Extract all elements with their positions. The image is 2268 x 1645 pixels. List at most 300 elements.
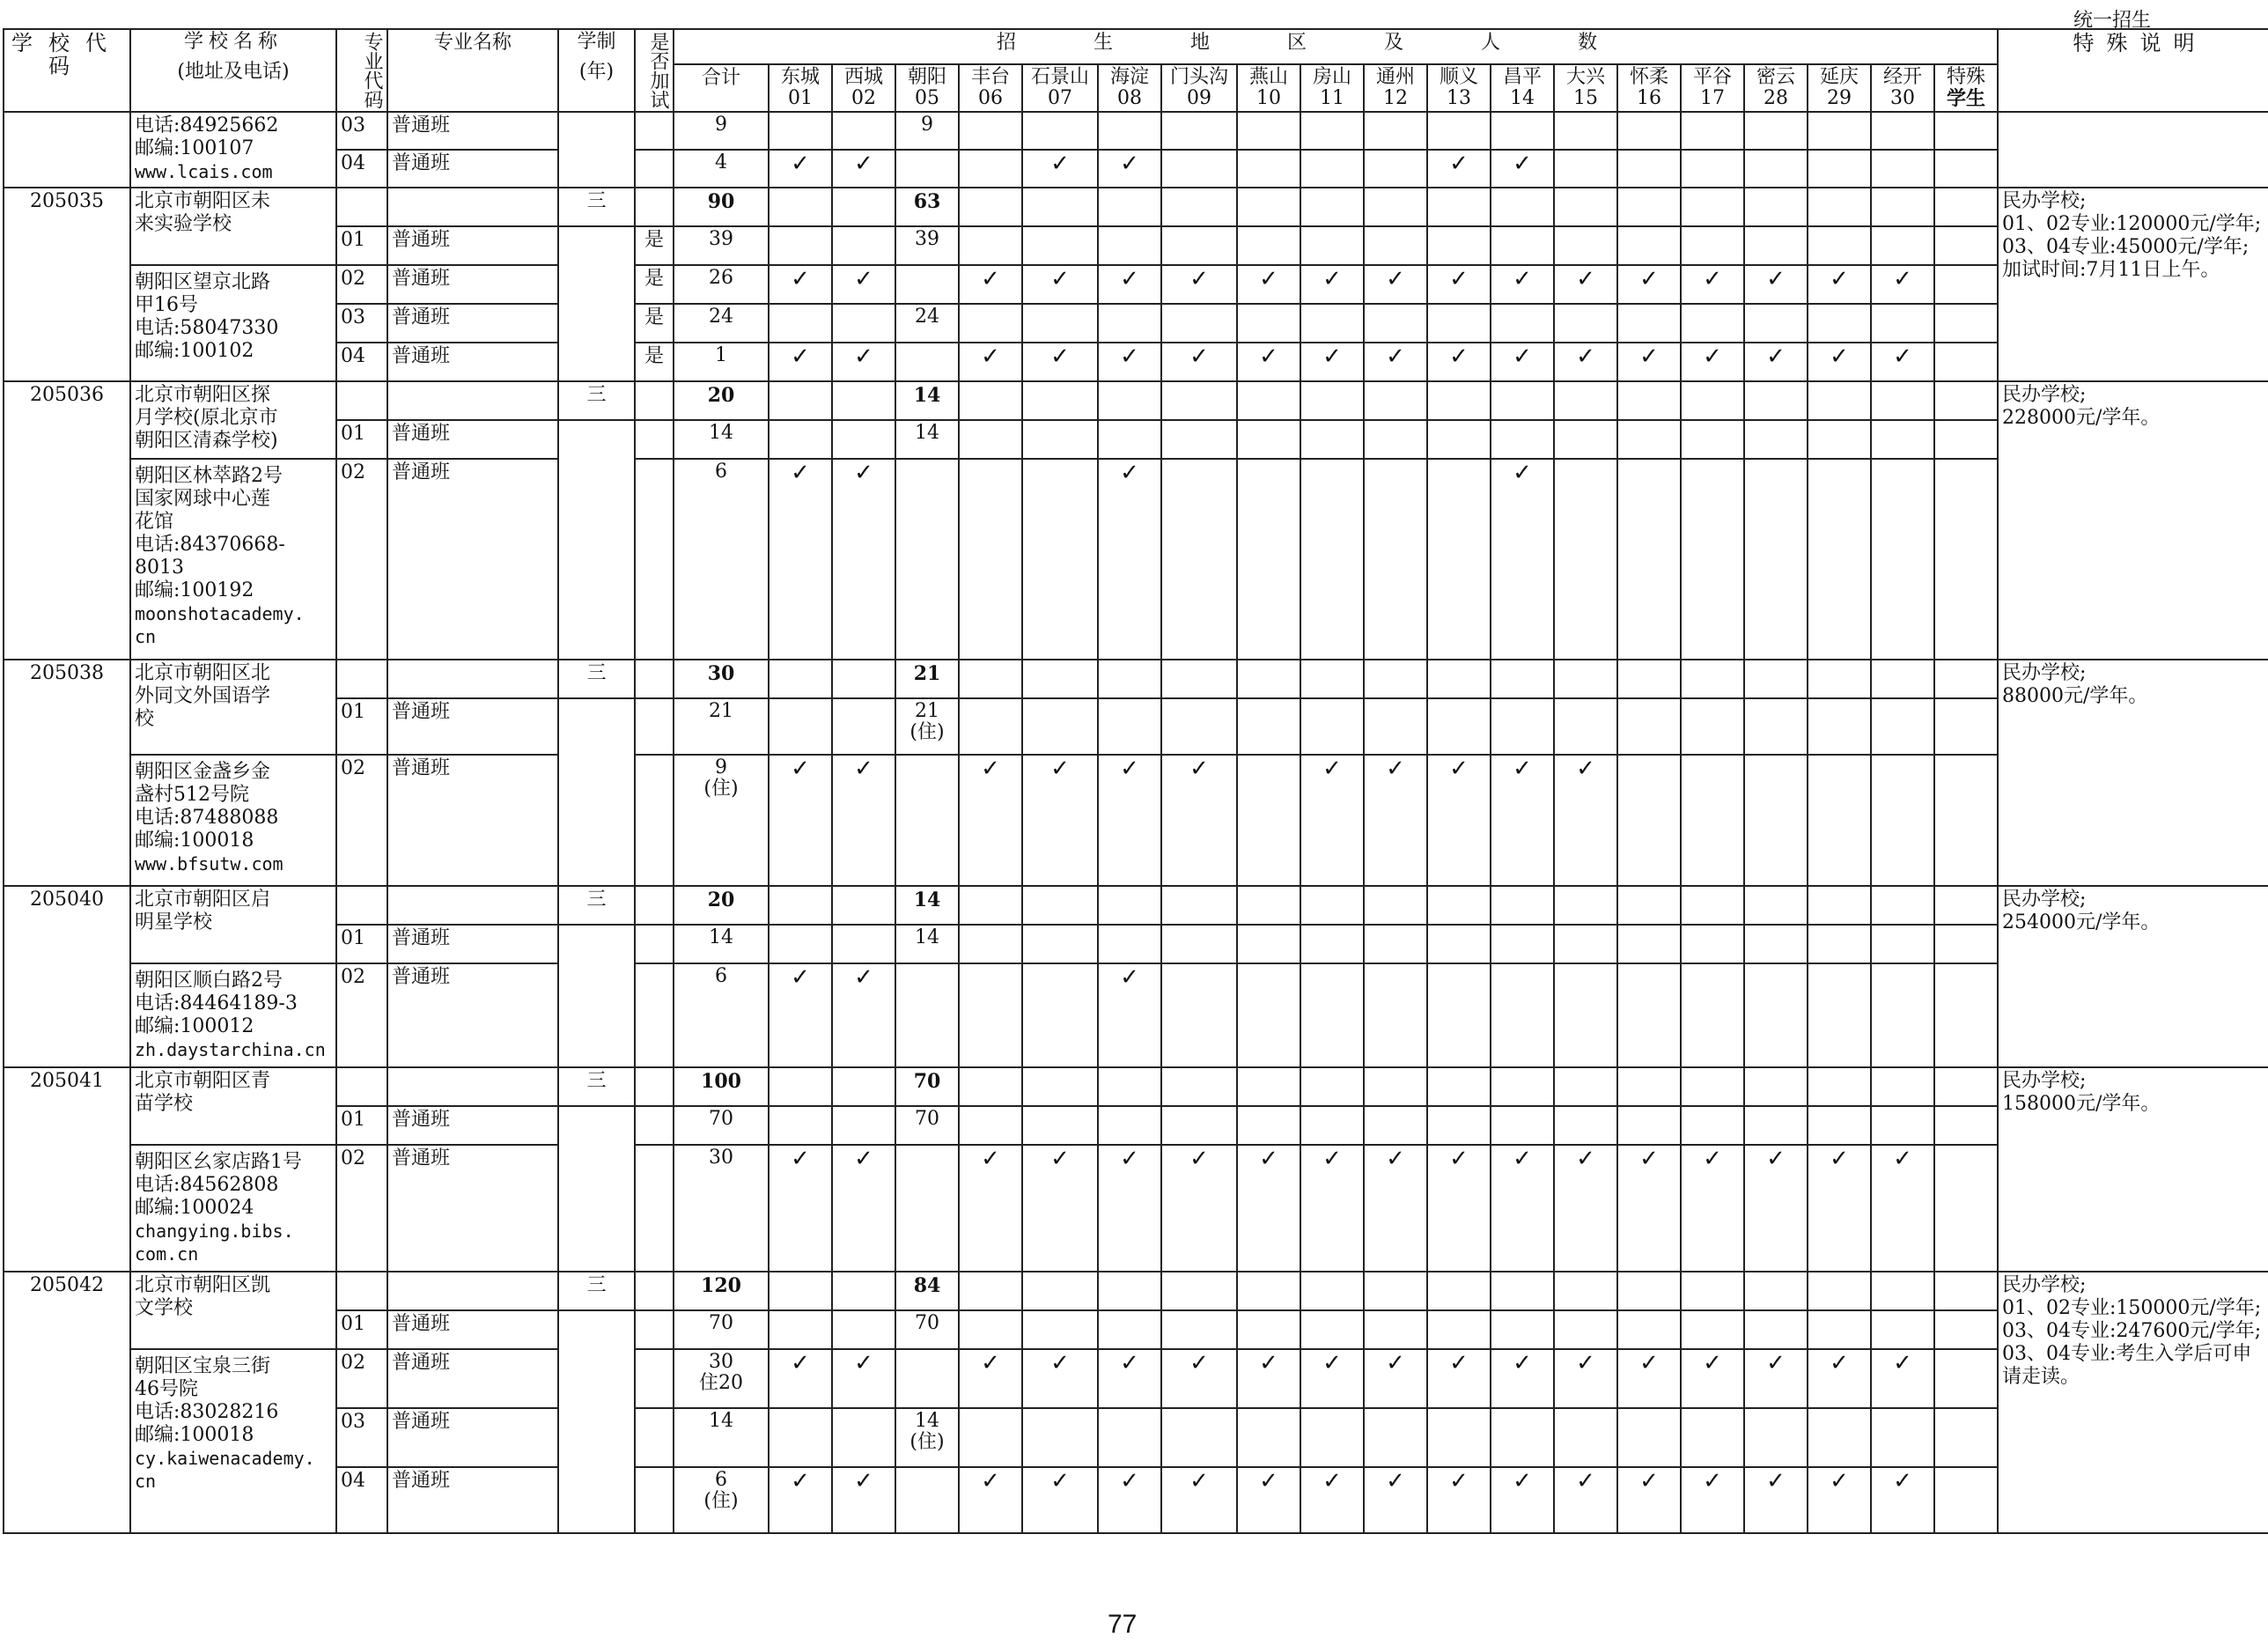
- header-years-sub: (年): [578, 61, 615, 83]
- region-check: [832, 1145, 895, 1272]
- region-cell: [1364, 886, 1427, 925]
- region-cell: [1161, 112, 1237, 150]
- region-check: [832, 755, 895, 886]
- region-cell: [1237, 1106, 1300, 1145]
- chaoyang-count-value: 70: [915, 1312, 939, 1334]
- major-name: 普通班: [387, 150, 558, 188]
- major-code: 02: [336, 1145, 387, 1272]
- region-cell: [1491, 112, 1554, 150]
- check-icon: ✓: [1120, 964, 1139, 991]
- region-code: 29: [1827, 87, 1852, 109]
- check-icon: ✓: [1050, 756, 1070, 782]
- region-cell: [1427, 1408, 1491, 1467]
- chaoyang-count-value: 39: [915, 228, 939, 250]
- major-extra-exam: [635, 1145, 674, 1272]
- check-icon: ✓: [1120, 756, 1139, 782]
- header-region-08: [1098, 64, 1161, 112]
- check-icon: ✓: [1449, 151, 1469, 177]
- special-note-line: 民办学校;: [2002, 1070, 2087, 1092]
- school-address-line: 邮编:100102: [135, 340, 254, 362]
- region-cell: [832, 1408, 895, 1467]
- region-cell: [1681, 1408, 1744, 1467]
- region-check: [1300, 1349, 1364, 1408]
- region-check: [959, 755, 1022, 886]
- region-check: [1808, 1467, 1871, 1533]
- region-check: [1681, 265, 1744, 304]
- major-row: [4, 1467, 2268, 1533]
- region-cell: [959, 963, 1022, 1067]
- check-icon: ✓: [1703, 343, 1722, 370]
- region-cell: [1554, 1067, 1617, 1106]
- region-cell: [1022, 459, 1098, 660]
- region-cell: [1300, 1272, 1364, 1310]
- region-cell: [769, 1310, 832, 1349]
- region-cell: [1161, 1067, 1237, 1106]
- region-cell: [1871, 1067, 1934, 1106]
- region-cell: [769, 112, 832, 150]
- region-cell: [1161, 1272, 1237, 1310]
- check-icon: ✓: [1120, 343, 1139, 370]
- region-check: [1871, 1467, 1934, 1533]
- region-check: [1871, 343, 1934, 381]
- region-check: [1161, 755, 1237, 886]
- special-note-line: 请走读。: [2002, 1366, 2080, 1388]
- region-check: [1022, 1349, 1098, 1408]
- region-cell: [1237, 925, 1300, 963]
- region-cell: [832, 188, 895, 226]
- region-name: 东城: [780, 66, 820, 88]
- region-check: [1617, 1349, 1681, 1408]
- check-icon: ✓: [1189, 1468, 1209, 1494]
- region-cell: [1237, 1310, 1300, 1349]
- region-cell: [1934, 963, 1998, 1067]
- school-address-line: 邮编:100192: [135, 579, 254, 601]
- region-check: [1744, 1145, 1808, 1272]
- region-cell: [1934, 1467, 1998, 1533]
- header-school-name-label: 学校名称: [183, 31, 283, 53]
- region-check: [1161, 343, 1237, 381]
- region-cell: [1617, 925, 1681, 963]
- header-years-label: 学制: [577, 31, 616, 53]
- check-icon: ✓: [981, 266, 1000, 292]
- check-icon: ✓: [1259, 1146, 1278, 1172]
- region-cell: [1161, 459, 1237, 660]
- region-cell: [1554, 660, 1617, 698]
- major-total-value: 21: [709, 700, 733, 722]
- major-total-sub: (住): [703, 1490, 739, 1512]
- major-total: [674, 420, 769, 459]
- region-cell: [1744, 112, 1808, 150]
- check-icon: ✓: [1322, 756, 1342, 782]
- region-cell: [1427, 886, 1491, 925]
- region-cell: [959, 381, 1022, 420]
- region-check: [1427, 265, 1491, 304]
- special-note-line: 民办学校;: [2002, 662, 2087, 684]
- major-extra-exam: 是: [635, 226, 674, 265]
- major-row: [4, 226, 2268, 265]
- region-cell: [1364, 1408, 1427, 1467]
- admissions-table: [3, 28, 2268, 1534]
- region-cell: [1098, 925, 1161, 963]
- region-cell: [769, 1067, 832, 1106]
- major-total: [674, 1310, 769, 1349]
- years-blank: [558, 226, 635, 381]
- region-cell: [1808, 1310, 1871, 1349]
- region-cell: [1808, 459, 1871, 660]
- summary-major-code: [336, 886, 387, 925]
- region-cell: [1808, 1106, 1871, 1145]
- school-address-line: cn: [135, 626, 157, 647]
- school-address-line: 邮编:100018: [135, 830, 254, 852]
- check-icon: ✓: [791, 151, 810, 177]
- major-total: [674, 963, 769, 1067]
- school-address-line: www.lcais.com: [135, 161, 273, 182]
- region-cell: [1491, 1067, 1554, 1106]
- major-total-value: 9: [715, 114, 727, 136]
- summary-extra: [635, 886, 674, 925]
- check-icon: ✓: [1189, 1146, 1209, 1172]
- major-name: 普通班: [387, 226, 558, 265]
- region-cell: [832, 381, 895, 420]
- region-name: 海淀: [1109, 66, 1149, 88]
- region-check: [1364, 755, 1427, 886]
- major-total: [674, 1408, 769, 1467]
- major-total: [674, 112, 769, 150]
- special-notes: [1998, 381, 2268, 660]
- region-cell: [1871, 226, 1934, 265]
- check-icon: ✓: [1050, 1468, 1070, 1494]
- region-check: [1681, 1349, 1744, 1408]
- major-total-sub: 住20: [699, 1372, 743, 1394]
- major-code: 04: [336, 343, 387, 381]
- region-check: [1300, 1145, 1364, 1272]
- school-years: [558, 112, 635, 188]
- region-cell: [1871, 304, 1934, 343]
- region-check: [1617, 343, 1681, 381]
- region-check: [1491, 1349, 1554, 1408]
- chaoyang-count: [895, 343, 959, 381]
- region-cell: [1300, 925, 1364, 963]
- region-cell: [1161, 925, 1237, 963]
- major-name: 普通班: [387, 963, 558, 1067]
- special-note-line: 民办学校;: [2002, 1274, 2087, 1296]
- school-name-line: 北京市朝阳区探: [135, 384, 271, 406]
- region-check: [1098, 1145, 1161, 1272]
- region-cell: [1022, 381, 1098, 420]
- school-summary-row: [4, 886, 2268, 925]
- header-region-14: [1491, 64, 1554, 112]
- region-cell: [1427, 1310, 1491, 1349]
- special-note-line: 03、04专业:考生入学后可申: [2002, 1343, 2252, 1365]
- region-code: 13: [1447, 87, 1471, 109]
- major-row: [4, 459, 2268, 660]
- region-check: [1491, 1145, 1554, 1272]
- header-row-1: [4, 29, 2268, 64]
- region-cell: [1491, 304, 1554, 343]
- region-check: [1491, 1467, 1554, 1533]
- region-cell: [1364, 304, 1427, 343]
- region-cell: [1808, 963, 1871, 1067]
- region-cell: [769, 188, 832, 226]
- region-check: [1871, 1145, 1934, 1272]
- region-cell: [769, 660, 832, 698]
- school-address-line: cn: [135, 1471, 157, 1492]
- region-cell: [1744, 660, 1808, 698]
- school-chaoyang-total: 21: [895, 660, 959, 698]
- region-cell: [1871, 188, 1934, 226]
- check-icon: ✓: [1893, 1146, 1912, 1172]
- region-cell: [1161, 304, 1237, 343]
- header-total: 合计: [674, 64, 769, 112]
- region-cell: [1871, 112, 1934, 150]
- check-icon: ✓: [1703, 1350, 1722, 1376]
- region-cell: [1871, 755, 1934, 886]
- region-cell: [1808, 150, 1871, 188]
- check-icon: ✓: [1576, 343, 1595, 370]
- check-icon: ✓: [1830, 343, 1849, 370]
- region-cell: [1364, 188, 1427, 226]
- region-cell: [1871, 1310, 1934, 1349]
- check-icon: ✓: [854, 1468, 873, 1494]
- region-check: [1237, 343, 1300, 381]
- check-icon: ✓: [1386, 1146, 1405, 1172]
- region-cell: [1237, 698, 1300, 755]
- region-cell: [1934, 304, 1998, 343]
- region-cell: [1617, 1272, 1681, 1310]
- major-row: [4, 1145, 2268, 1272]
- region-cell: [1427, 1106, 1491, 1145]
- region-cell: [1364, 660, 1427, 698]
- school-address-line: com.cn: [135, 1243, 199, 1265]
- chaoyang-count-value: 14: [915, 422, 939, 444]
- header-region-01: [769, 64, 832, 112]
- region-cell: [1098, 381, 1161, 420]
- region-check: [1300, 343, 1364, 381]
- check-icon: ✓: [854, 266, 873, 292]
- region-name: 朝阳: [907, 66, 946, 88]
- region-check: [959, 343, 1022, 381]
- region-cell: [1681, 1310, 1744, 1349]
- check-icon: ✓: [1893, 266, 1912, 292]
- check-icon: ✓: [1893, 343, 1912, 370]
- region-code: 06: [978, 87, 1003, 109]
- region-cell: [1871, 660, 1934, 698]
- region-check: [1300, 265, 1364, 304]
- header-years: [558, 29, 635, 112]
- region-check: [1871, 1349, 1934, 1408]
- school-name: [130, 1272, 336, 1349]
- major-total-value: 14: [709, 1410, 733, 1432]
- region-cell: [1934, 1349, 1998, 1408]
- special-notes: [1998, 660, 2268, 886]
- check-icon: ✓: [1703, 266, 1722, 292]
- school-address-line: 甲16号: [135, 294, 198, 316]
- region-cell: [1744, 1106, 1808, 1145]
- region-cell: [1681, 660, 1744, 698]
- years-blank: [558, 698, 635, 886]
- region-cell: [1744, 188, 1808, 226]
- summary-major-code: [336, 188, 387, 226]
- region-cell: [1554, 1272, 1617, 1310]
- school-name: [130, 381, 336, 459]
- region-code: 09: [1187, 87, 1211, 109]
- region-cell: [1237, 188, 1300, 226]
- region-cell: [1161, 963, 1237, 1067]
- region-cell: [769, 420, 832, 459]
- chaoyang-count-value: 21: [915, 700, 939, 722]
- check-icon: ✓: [1639, 343, 1659, 370]
- region-name: 延庆: [1819, 66, 1859, 88]
- check-icon: ✓: [1766, 343, 1786, 370]
- chaoyang-count-value: 70: [915, 1108, 939, 1130]
- major-total-value: 9: [715, 756, 727, 778]
- region-cell: [1744, 381, 1808, 420]
- check-icon: ✓: [1050, 343, 1070, 370]
- region-cell: [1681, 755, 1744, 886]
- header-extra-exam: 是否加试: [635, 29, 674, 112]
- region-cell: [769, 1272, 832, 1310]
- check-icon: ✓: [791, 964, 810, 991]
- region-cell: [1744, 886, 1808, 925]
- major-total: [674, 1349, 769, 1408]
- header-region-17: [1681, 64, 1744, 112]
- school-name-line: 北京市朝阳区未: [135, 190, 271, 212]
- major-total: [674, 1145, 769, 1272]
- region-cell: [1744, 925, 1808, 963]
- years-blank: [558, 1106, 635, 1272]
- special-note-line: 88000元/学年。: [2002, 685, 2148, 707]
- special-note-line: 加试时间:7月11日上午。: [2002, 259, 2220, 281]
- region-cell: [1022, 963, 1098, 1067]
- region-cell: [1871, 420, 1934, 459]
- region-cell: [959, 112, 1022, 150]
- region-cell: [1427, 226, 1491, 265]
- region-check: [959, 1467, 1022, 1533]
- region-check: [1300, 1467, 1364, 1533]
- region-cell: [1300, 188, 1364, 226]
- region-cell: [1098, 1310, 1161, 1349]
- summary-major-code: [336, 381, 387, 420]
- region-cell: [1934, 886, 1998, 925]
- region-cell: [1161, 1408, 1237, 1467]
- region-cell: [959, 188, 1022, 226]
- region-check: [832, 343, 895, 381]
- school-name-line: 来实验学校: [135, 213, 232, 235]
- region-cell: [1871, 963, 1934, 1067]
- region-cell: [1617, 112, 1681, 150]
- special-note-line: 254000元/学年。: [2002, 911, 2161, 933]
- summary-extra: [635, 381, 674, 420]
- region-cell: [1744, 1408, 1808, 1467]
- region-cell: [1161, 698, 1237, 755]
- chaoyang-count-value: 14: [915, 1410, 939, 1432]
- major-total: [674, 265, 769, 304]
- chaoyang-count: [895, 1408, 959, 1467]
- region-code: 17: [1700, 87, 1725, 109]
- region-cell: [1364, 226, 1427, 265]
- school-total: 120: [674, 1272, 769, 1310]
- major-row: [4, 1408, 2268, 1467]
- major-total: [674, 304, 769, 343]
- region-check: [832, 459, 895, 660]
- region-cell: [1554, 150, 1617, 188]
- header-region-title: 招生地区及人数: [674, 29, 1998, 64]
- region-cell: [1300, 304, 1364, 343]
- region-cell: [1681, 459, 1744, 660]
- region-check: [1161, 1145, 1237, 1272]
- major-row: [4, 698, 2268, 755]
- region-cell: [1808, 925, 1871, 963]
- region-check: [1681, 1145, 1744, 1272]
- check-icon: ✓: [1322, 343, 1342, 370]
- check-icon: ✓: [1513, 266, 1532, 292]
- major-total: [674, 1467, 769, 1533]
- region-check: [1098, 755, 1161, 886]
- check-icon: ✓: [1050, 266, 1070, 292]
- region-cell: [832, 698, 895, 755]
- school-code: 205040: [4, 886, 130, 1067]
- check-icon: ✓: [1386, 343, 1405, 370]
- region-check: [1364, 1349, 1427, 1408]
- region-check: [1364, 1145, 1427, 1272]
- check-icon: ✓: [791, 266, 810, 292]
- school-address: [130, 112, 336, 188]
- check-icon: ✓: [1322, 1146, 1342, 1172]
- check-icon: ✓: [981, 1468, 1000, 1494]
- region-code: 30: [1890, 87, 1915, 109]
- region-cell: [1934, 698, 1998, 755]
- region-cell: [1681, 1272, 1744, 1310]
- region-cell: [1022, 188, 1098, 226]
- special-notes: [1998, 1272, 2268, 1533]
- check-icon: ✓: [1766, 1146, 1786, 1172]
- region-code: 11: [1320, 87, 1344, 109]
- summary-major-name: [387, 660, 558, 698]
- check-icon: ✓: [1386, 756, 1405, 782]
- region-cell: [1161, 1310, 1237, 1349]
- region-cell: [1237, 755, 1300, 886]
- region-cell: [1098, 1272, 1161, 1310]
- region-cell: [1934, 420, 1998, 459]
- region-cell: [1554, 226, 1617, 265]
- region-cell: [1554, 304, 1617, 343]
- major-extra-exam: 是: [635, 304, 674, 343]
- school-address-line: www.bfsutw.com: [135, 853, 284, 874]
- region-cell: [1491, 963, 1554, 1067]
- major-total-value: 6: [715, 965, 727, 987]
- region-cell: [1681, 963, 1744, 1067]
- region-cell: [1934, 381, 1998, 420]
- region-cell: [1871, 698, 1934, 755]
- region-cell: [1808, 1067, 1871, 1106]
- region-cell: [1871, 381, 1934, 420]
- region-cell: [832, 226, 895, 265]
- region-cell: [1161, 1106, 1237, 1145]
- major-total-value: 14: [709, 422, 733, 444]
- region-cell: [1022, 1408, 1098, 1467]
- major-extra-exam: [635, 1349, 674, 1408]
- school-total: 30: [674, 660, 769, 698]
- region-check: [1491, 755, 1554, 886]
- check-icon: ✓: [1259, 343, 1278, 370]
- special-notes: [1998, 886, 2268, 1067]
- region-name: 顺义: [1439, 66, 1478, 88]
- region-cell: [1554, 420, 1617, 459]
- summary-extra: [635, 1272, 674, 1310]
- region-name: 房山: [1312, 66, 1351, 88]
- check-icon: ✓: [854, 964, 873, 991]
- region-cell: [1161, 886, 1237, 925]
